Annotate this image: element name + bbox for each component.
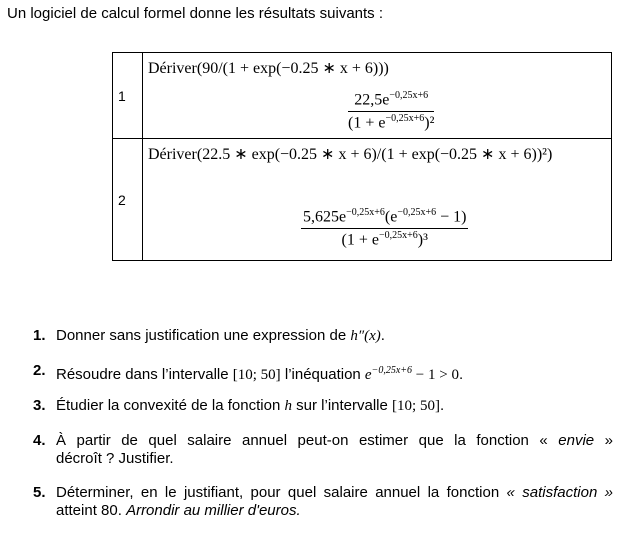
question-1: 1. Donner sans justification une expression de h″(x).: [33, 327, 385, 344]
fraction-denominator: $(1 + e^{-0,25x+6})^3$: [341, 230, 428, 249]
cas-command: Dériver(90/(1 + exp(−0.25 ∗ x + 6))): [148, 60, 389, 77]
cas-cell: [143, 139, 612, 261]
fraction-numerator: $22,5e^{-0,25x+6}$: [348, 90, 434, 112]
cas-cell: [143, 53, 612, 139]
cas-result-fraction: [301, 207, 468, 250]
cas-row-1: [113, 53, 612, 139]
fraction-numerator: $5,625e^{-0,25x+6}(e^{-0,25x+6} - 1)$: [301, 207, 468, 229]
question-3: 3. Étudier la convexité de la fonction h sur l’intervalle [10; 50].: [33, 397, 445, 414]
question-5: 5. Déterminer, en le justifiant, pour quel salaire annuel la fonction « satisfaction » atteint 80. Arrondir au millier d'euros.: [33, 484, 613, 519]
question-2: 2. Résoudre dans l’intervalle [10; 50] l’inéquation $e^{-0,25x+6} - 1 > 0$.: [33, 362, 464, 383]
cas-table: [112, 52, 612, 261]
question-4: 4. À partir de quel salaire annuel peut-on estimer que la fonction « envie » décroît ? Justifier.: [33, 432, 613, 467]
cas-result-fraction: [348, 90, 434, 133]
intro-text: Un logiciel de calcul formel donne les résultats suivants :: [7, 5, 384, 22]
cas-row-number: 1: [113, 53, 143, 139]
cas-command: Dériver(22.5 ∗ exp(−0.25 ∗ x + 6)/(1 + exp(−0.25 ∗ x + 6))²): [148, 146, 553, 163]
fraction-denominator: $(1 + e^{-0,25x+6})^2$: [348, 113, 435, 132]
cas-row-2: [113, 139, 612, 261]
cas-row-number: 2: [113, 139, 143, 261]
